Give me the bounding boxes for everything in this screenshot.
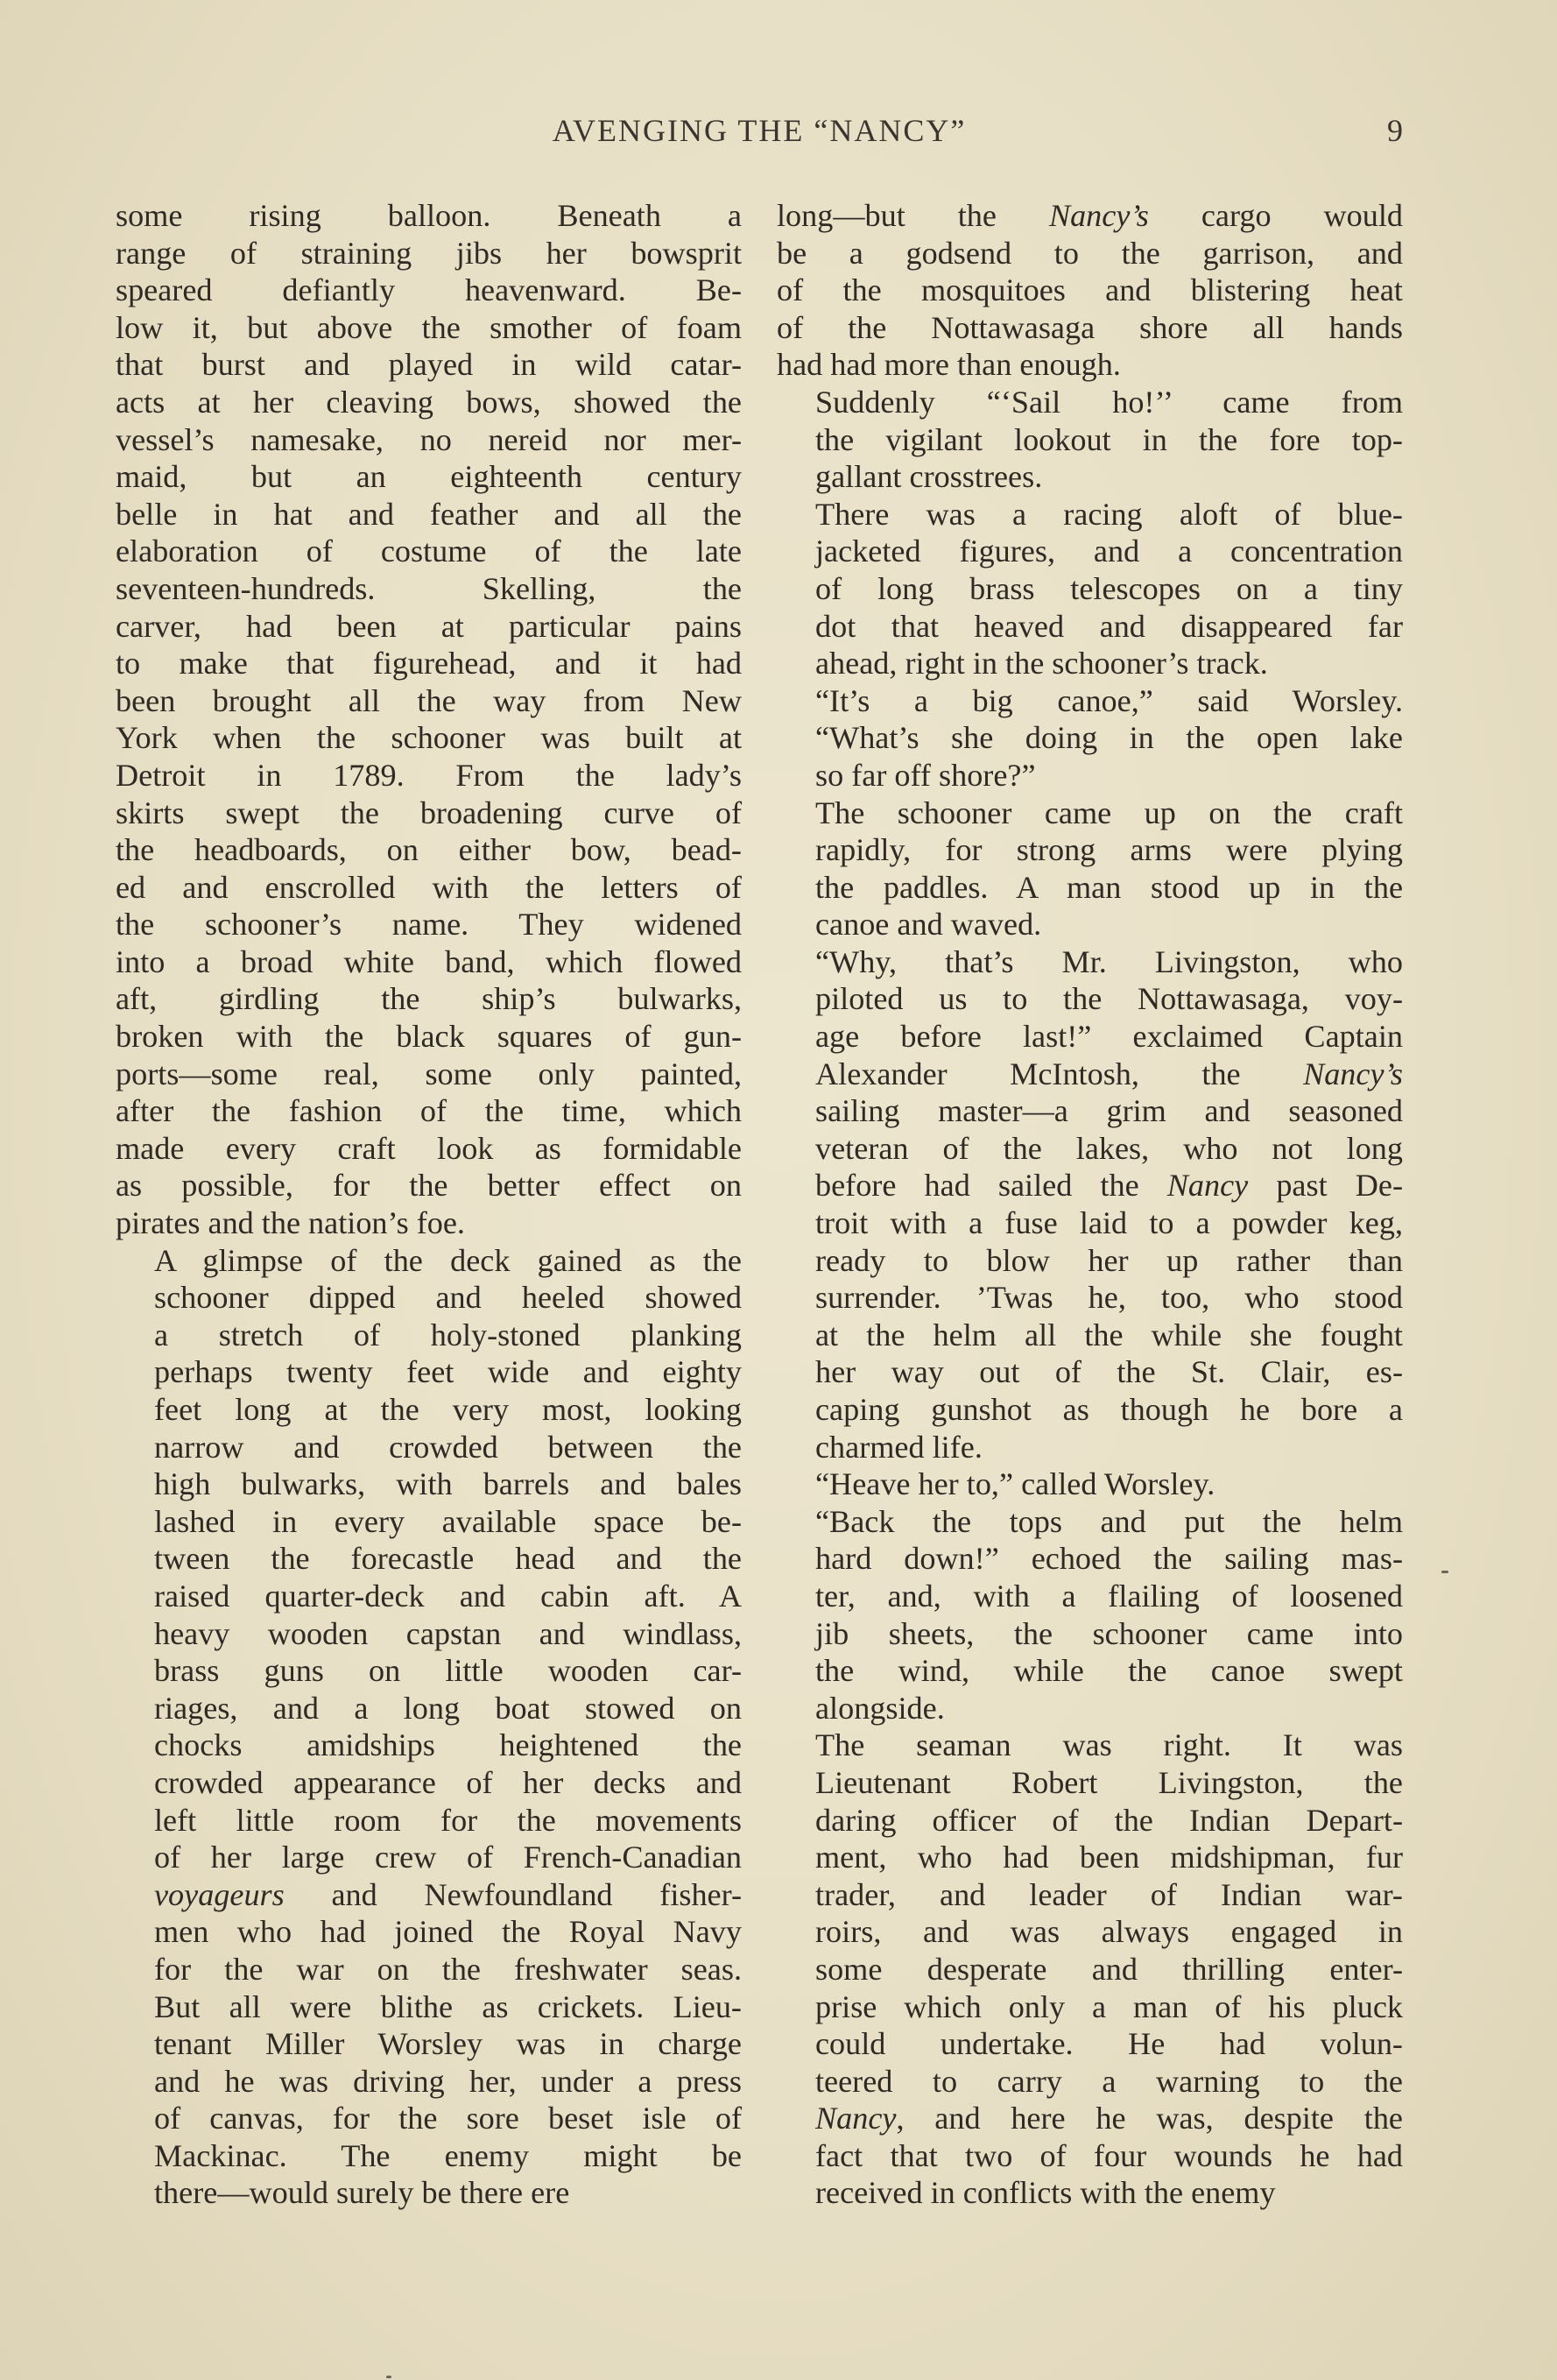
paragraph	[777, 795, 1403, 943]
text-line: ter, and, with a flailing of loosened	[815, 1578, 1403, 1614]
text-line: A glimpse of the deck gained as the	[154, 1242, 742, 1278]
text-line: daring officer of the Indian Depart-	[815, 1802, 1403, 1838]
text-line: into a broad white band, which flowed	[116, 943, 742, 979]
text-line: riages, and a long boat stowed on	[154, 1690, 742, 1726]
text-line: range of straining jibs her bowsprit	[116, 235, 742, 271]
text-line: ports—some real, some only painted,	[116, 1056, 742, 1091]
text-line: crowded appearance of her decks and	[154, 1764, 742, 1800]
text-line: be a godsend to the garrison, and	[777, 235, 1403, 271]
text-line: after the fashion of the time, which	[116, 1093, 742, 1129]
text-line: ed and enscrolled with the letters of	[116, 869, 742, 905]
text-line: seventeen-hundreds. Skelling, the	[116, 570, 742, 606]
text-line: ahead, right in the schooner’s track.	[815, 646, 1268, 682]
text-line: roirs, and was always engaged in	[815, 1914, 1403, 1950]
text-line: “Why, that’s Mr. Livingston, who	[815, 943, 1403, 979]
paragraph	[777, 682, 1403, 795]
text-line: gallant crosstrees.	[815, 459, 1043, 495]
running-title: AVENGING THE “NANCY”	[552, 113, 967, 148]
text-line: feet long at the very most, looking	[154, 1392, 742, 1427]
text-line: tween the forecastle head and the	[154, 1541, 742, 1577]
paragraph	[777, 1465, 1403, 1503]
text-line: the wind, while the canoe swept	[815, 1653, 1403, 1689]
page-number: 9	[1387, 113, 1403, 148]
text-line: low it, but above the smother of foam	[116, 309, 742, 345]
text-line: broken with the black squares of gun-	[116, 1019, 742, 1055]
text-line: lashed in every available space be-	[154, 1503, 742, 1539]
left-text-column	[116, 197, 742, 2212]
text-line: could undertake. He had volun-	[815, 2026, 1403, 2062]
text-line: caping gunshot as though he bore a	[815, 1392, 1403, 1427]
text-line: charmed life.	[815, 1429, 983, 1465]
text-line: of her large crew of French-Canadian	[154, 1840, 742, 1875]
text-line: acts at her cleaving bows, showed the	[116, 384, 742, 420]
paragraph	[777, 384, 1403, 496]
text-line: perhaps twenty feet wide and eighty	[154, 1354, 742, 1390]
text-line: of the mosquitoes and blistering heat	[777, 272, 1403, 308]
paragraph	[116, 1242, 742, 2212]
text-line: a stretch of holy-stoned planking	[154, 1317, 742, 1352]
text-line: had had more than enough.	[777, 347, 1121, 383]
text-line: there—would surely be there ere	[154, 2175, 570, 2211]
text-line: sailing master—a grim and seasoned	[815, 1093, 1403, 1129]
text-line: and he was driving her, under a press	[154, 2063, 742, 2099]
text-line: of canvas, for the sore beset isle of	[154, 2101, 742, 2136]
text-line: hard down!” echoed the sailing mas-	[815, 1541, 1403, 1577]
text-line: trader, and leader of Indian war-	[815, 1876, 1403, 1912]
text-line: before had sailed the Nancy past De-	[815, 1168, 1403, 1204]
text-line: received in conflicts with the enemy	[815, 2175, 1276, 2211]
text-line: jacketed figures, and a concentration	[815, 533, 1403, 569]
text-line: for the war on the freshwater seas.	[154, 1951, 742, 1987]
text-line: been brought all the way from New	[116, 682, 742, 718]
text-line: surrender. ’Twas he, too, who stood	[815, 1280, 1403, 1316]
text-line: schooner dipped and heeled showed	[154, 1280, 742, 1316]
text-line: raised quarter-deck and cabin aft. A	[154, 1578, 742, 1614]
text-line: Mackinac. The enemy might be	[154, 2137, 742, 2173]
text-line: some rising balloon. Beneath a	[116, 198, 742, 233]
text-line: some desperate and thrilling enter-	[815, 1951, 1403, 1987]
text-line: “Back the tops and put the helm	[815, 1503, 1403, 1539]
text-line: Suddenly “‘Sail ho!’’ came from	[815, 384, 1403, 420]
text-line: veteran of the lakes, who not long	[815, 1130, 1403, 1166]
text-line: brass guns on little wooden car-	[154, 1653, 742, 1689]
text-line: high bulwarks, with barrels and bales	[154, 1466, 742, 1502]
text-line: Nancy, and here he was, despite the	[815, 2101, 1403, 2136]
text-line: chocks amidships heightened the	[154, 1727, 742, 1763]
text-line: that burst and played in wild catar-	[116, 347, 742, 383]
text-line: carver, had been at particular pains	[116, 608, 742, 644]
text-line: canoe and waved.	[815, 907, 1042, 943]
text-line: left little room for the movements	[154, 1802, 742, 1838]
text-line: aft, girdling the ship’s bulwarks,	[116, 981, 742, 1017]
text-line: alongside.	[815, 1690, 945, 1726]
right-text-column	[777, 197, 1403, 2212]
text-line: “It’s a big canoe,” said Worsley.	[815, 682, 1403, 718]
text-line: heavy wooden capstan and windlass,	[154, 1615, 742, 1651]
text-line: teered to carry a warning to the	[815, 2063, 1403, 2099]
text-line: the headboards, on either bow, bead-	[116, 832, 742, 868]
text-line: The schooner came up on the craft	[815, 795, 1403, 830]
text-line: of long brass telescopes on a tiny	[815, 570, 1403, 606]
text-line: prise which only a man of his pluck	[815, 1988, 1403, 2024]
text-line: men who had joined the Royal Navy	[154, 1914, 742, 1950]
text-line: to make that figurehead, and it had	[116, 646, 742, 682]
text-line: narrow and crowded between the	[154, 1429, 742, 1465]
text-line: speared defiantly heavenward. Be-	[116, 272, 742, 308]
text-line: vessel’s namesake, no nereid nor mer-	[116, 421, 742, 457]
text-line: so far off shore?”	[815, 757, 1036, 793]
text-line: Lieutenant Robert Livingston, the	[815, 1764, 1403, 1800]
text-line: ment, who had been midshipman, fur	[815, 1840, 1403, 1875]
text-line: the paddles. A man stood up in the	[815, 869, 1403, 905]
text-line: of the Nottawasaga shore all hands	[777, 309, 1403, 345]
paper-speck	[1441, 1571, 1448, 1573]
paragraph	[777, 1503, 1403, 1727]
text-line: voyageurs and Newfoundland fisher-	[154, 1876, 742, 1912]
text-line: made every craft look as formidable	[116, 1130, 742, 1166]
text-line: There was a racing aloft of blue-	[815, 496, 1403, 532]
text-line: at the helm all the while she fought	[815, 1317, 1403, 1352]
text-line: Detroit in 1789. From the lady’s	[116, 757, 742, 793]
paragraph	[777, 1727, 1403, 2212]
text-line: her way out of the St. Clair, es-	[815, 1354, 1403, 1390]
text-line: troit with a fuse laid to a powder keg,	[815, 1205, 1403, 1241]
paragraph	[777, 197, 1403, 384]
running-header	[116, 112, 1403, 154]
text-line: dot that heaved and disappeared far	[815, 608, 1403, 644]
text-line: tenant Miller Worsley was in charge	[154, 2026, 742, 2062]
text-line: the schooner’s name. They widened	[116, 907, 742, 943]
text-line: elaboration of costume of the late	[116, 533, 742, 569]
text-line: skirts swept the broadening curve of	[116, 795, 742, 830]
text-line: as possible, for the better effect on	[116, 1168, 742, 1204]
text-line: ready to blow her up rather than	[815, 1242, 1403, 1278]
text-line: But all were blithe as crickets. Lieu-	[154, 1988, 742, 2024]
paragraph	[777, 496, 1403, 682]
paper-speck	[386, 2376, 391, 2378]
text-line: rapidly, for strong arms were plying	[815, 832, 1403, 868]
text-line: age before last!” exclaimed Captain	[815, 1019, 1403, 1055]
text-line: pirates and the nation’s foe.	[116, 1205, 465, 1241]
text-line: The seaman was right. It was	[815, 1727, 1403, 1763]
text-line: the vigilant lookout in the fore top-	[815, 421, 1403, 457]
text-line: long—but the Nancy’s cargo would	[777, 198, 1403, 233]
paragraph	[116, 197, 742, 1242]
text-line: belle in hat and feather and all the	[116, 496, 742, 532]
paragraph	[777, 943, 1403, 1465]
text-line: jib sheets, the schooner came into	[815, 1615, 1403, 1651]
text-line: “What’s she doing in the open lake	[815, 720, 1403, 756]
text-line: piloted us to the Nottawasaga, voy-	[815, 981, 1403, 1017]
text-line: maid, but an eighteenth century	[116, 459, 742, 495]
text-line: York when the schooner was built at	[116, 720, 742, 756]
text-line: Alexander McIntosh, the Nancy’s	[815, 1056, 1403, 1091]
text-line: fact that two of four wounds he had	[815, 2137, 1403, 2173]
text-line: “Heave her to,” called Worsley.	[815, 1466, 1215, 1502]
